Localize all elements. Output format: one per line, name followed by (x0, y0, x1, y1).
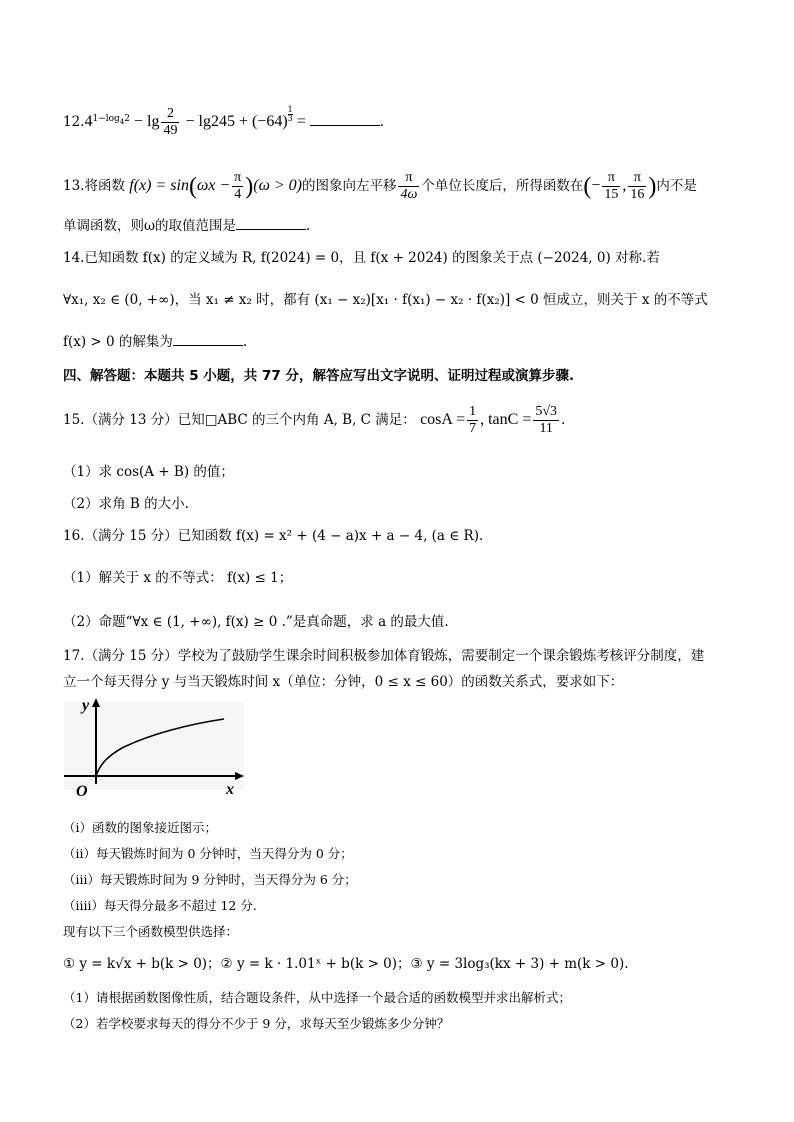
q12-equals: = (292, 113, 310, 130)
q13-int-b-pi: π (628, 170, 646, 187)
q13-int-a-den: 15 (604, 187, 619, 202)
question-17-req4: （iiii）每天得分最多不超过 12 分. (63, 898, 257, 913)
q12-exp-num: 1 (287, 105, 293, 114)
q12-end: . (379, 114, 385, 130)
q13-pi: π (234, 170, 242, 185)
q12-lg-b: − lg245 + (−64) (181, 113, 288, 130)
q12-base: 4 (84, 113, 93, 130)
x-label: x (226, 781, 234, 798)
q15-cos-den: 7 (469, 421, 477, 436)
question-17-line1: 17.（满分 15 分）学校为了鼓励学生课余时间积极参加体育锻炼，需要制定一个课余锻炼考核评分制度，建 (63, 648, 705, 664)
q17-graph (60, 692, 250, 800)
q15-end: . (561, 412, 566, 428)
y-label: y (82, 697, 90, 714)
question-17-req3: （iii）每天锻炼时间为 9 分钟时，当天得分为 6 分； (63, 872, 357, 887)
question-12 (63, 106, 384, 139)
q13-int-a-pi: π (602, 170, 620, 187)
q13-comma: , (622, 177, 627, 194)
question-15-part1: （1）求 cos(A + B) 的值； (63, 464, 234, 480)
q12-lg-a: − lg (130, 113, 160, 130)
q13-shift-den: 4ω (400, 187, 418, 202)
question-14-line1 (63, 248, 660, 268)
q12-frac-num: 2 (161, 106, 179, 123)
section-4-heading: 四、解答题：本题共 5 小题，共 77 分，解答应写出文字说明、证明过程或演算步骤. (63, 368, 575, 384)
q13-minus: − (591, 177, 601, 194)
q12-answer-blank[interactable] (310, 111, 380, 126)
q13-function: f(x) = sin (129, 177, 189, 194)
q13-tail: 内不是 (656, 178, 697, 194)
q12-exp-tail: 2 (124, 113, 131, 124)
origin-label: O (76, 783, 88, 800)
q15-cos-num: 1 (469, 404, 477, 419)
question-17-models: ① y = k√x + b(k > 0)；② y = k · 1.01ˣ + b(k > 0)；③ y = 3log₃(kx + 3) + m(k > 0). (63, 956, 629, 972)
question-16-part2: （2）命题“∀x ∈ (1, +∞), f(x) ≥ 0 .”是真命题，求 a 的最大值. (63, 614, 449, 630)
question-13-line1: 13.将函数 f(x) = sin(ωx − $\frac{\pi}{4}$ )(ω > 0)的图象向左平移 $\frac{\pi}{4\omega}$ 个单位长度后，所得函数在(− $\frac{\pi}{15}$ , $\frac{\pi}{16}$ )内不是 (63, 170, 697, 202)
q13-int-b-den: 16 (630, 187, 645, 202)
question-17-req2: （ii）每天锻炼时间为 0 分钟时，当天得分为 0 分； (63, 846, 353, 861)
q15-tanC: , tanC = (480, 411, 532, 428)
q14-answer-blank[interactable] (173, 331, 243, 346)
q14-end: . (242, 334, 248, 350)
q13-shift-pi: π (398, 170, 419, 187)
q14-line2: ∀x₁, x₂ ∈ (0, +∞)，当 x₁ ≠ x₂ 时，都有 (x₁ − x₂)[x₁ · f(x₁) − x₂ · f(x₂)] < 0 恒成立，则关于 x 的不等式 (63, 292, 708, 308)
question-17-req1: （i）函数的图象接近图示； (63, 820, 217, 835)
q13-four: 4 (234, 187, 242, 202)
question-17-models-intro: 现有以下三个函数模型供选择： (63, 924, 239, 939)
q12-fraction (161, 106, 179, 139)
q15-stem: 15.（满分 13 分）已知□ABC 的三个内角 A, B, C 满足： (63, 412, 416, 428)
q13-line2: 单调函数，则ω的取值范围是 (63, 218, 237, 234)
q15-cosA: cosA = (420, 411, 466, 428)
q12-exp-den: 3 (287, 114, 293, 123)
q12-frac-den: 49 (163, 123, 178, 138)
question-15-part2: （2）求角 B 的大小. (63, 496, 189, 512)
question-16-stem: 16.（满分 15 分）已知函数 f(x) = x² + (4 − a)x + a − 4, (a ∈ R). (63, 528, 484, 544)
question-14-line2 (63, 290, 708, 310)
q13-end: . (306, 218, 311, 234)
q13-answer-blank[interactable] (236, 215, 306, 230)
q13-intro: 13.将函数 (63, 178, 125, 194)
question-17-part2: （2）若学校要求每天的得分不少于 9 分，求每天至少锻炼多少分钟？ (63, 1016, 450, 1031)
question-17-line2: 立一个每天得分 y 与当天锻炼时间 x（单位：分钟，0 ≤ x ≤ 60）的函数关系式，要求如下： (63, 674, 624, 690)
q12-number: 12. (63, 114, 85, 130)
q13-condition: (ω > 0) (253, 177, 302, 194)
q13-interval-text: 个单位长度后，所得函数在 (421, 178, 584, 194)
q12-exponent: 1−log (92, 113, 120, 124)
q14-line3: f(x) > 0 的解集为 (63, 334, 173, 350)
question-14-line3 (63, 331, 247, 352)
q13-inner: ωx − (196, 177, 231, 194)
question-13-line2 (63, 215, 310, 236)
q12-exp-sub: 4 (119, 117, 125, 126)
q15-tan-num: 5√3 (535, 404, 558, 419)
q15-tan-den: 11 (539, 421, 553, 436)
question-15-stem (63, 404, 565, 437)
question-17-part1: （1）请根据函数图像性质，结合题设条件，从中选择一个最合适的函数模型并求出解析式； (63, 990, 571, 1005)
question-16-part1: （1）解关于 x 的不等式： f(x) ≤ 1； (63, 570, 293, 586)
q14-line1: 14.已知函数 f(x) 的定义域为 R, f(2024) = 0，且 f(x + 2024) 的图象关于点 (−2024, 0) 对称.若 (63, 250, 660, 266)
q13-shift-text: 的图象向左平移 (301, 178, 397, 194)
